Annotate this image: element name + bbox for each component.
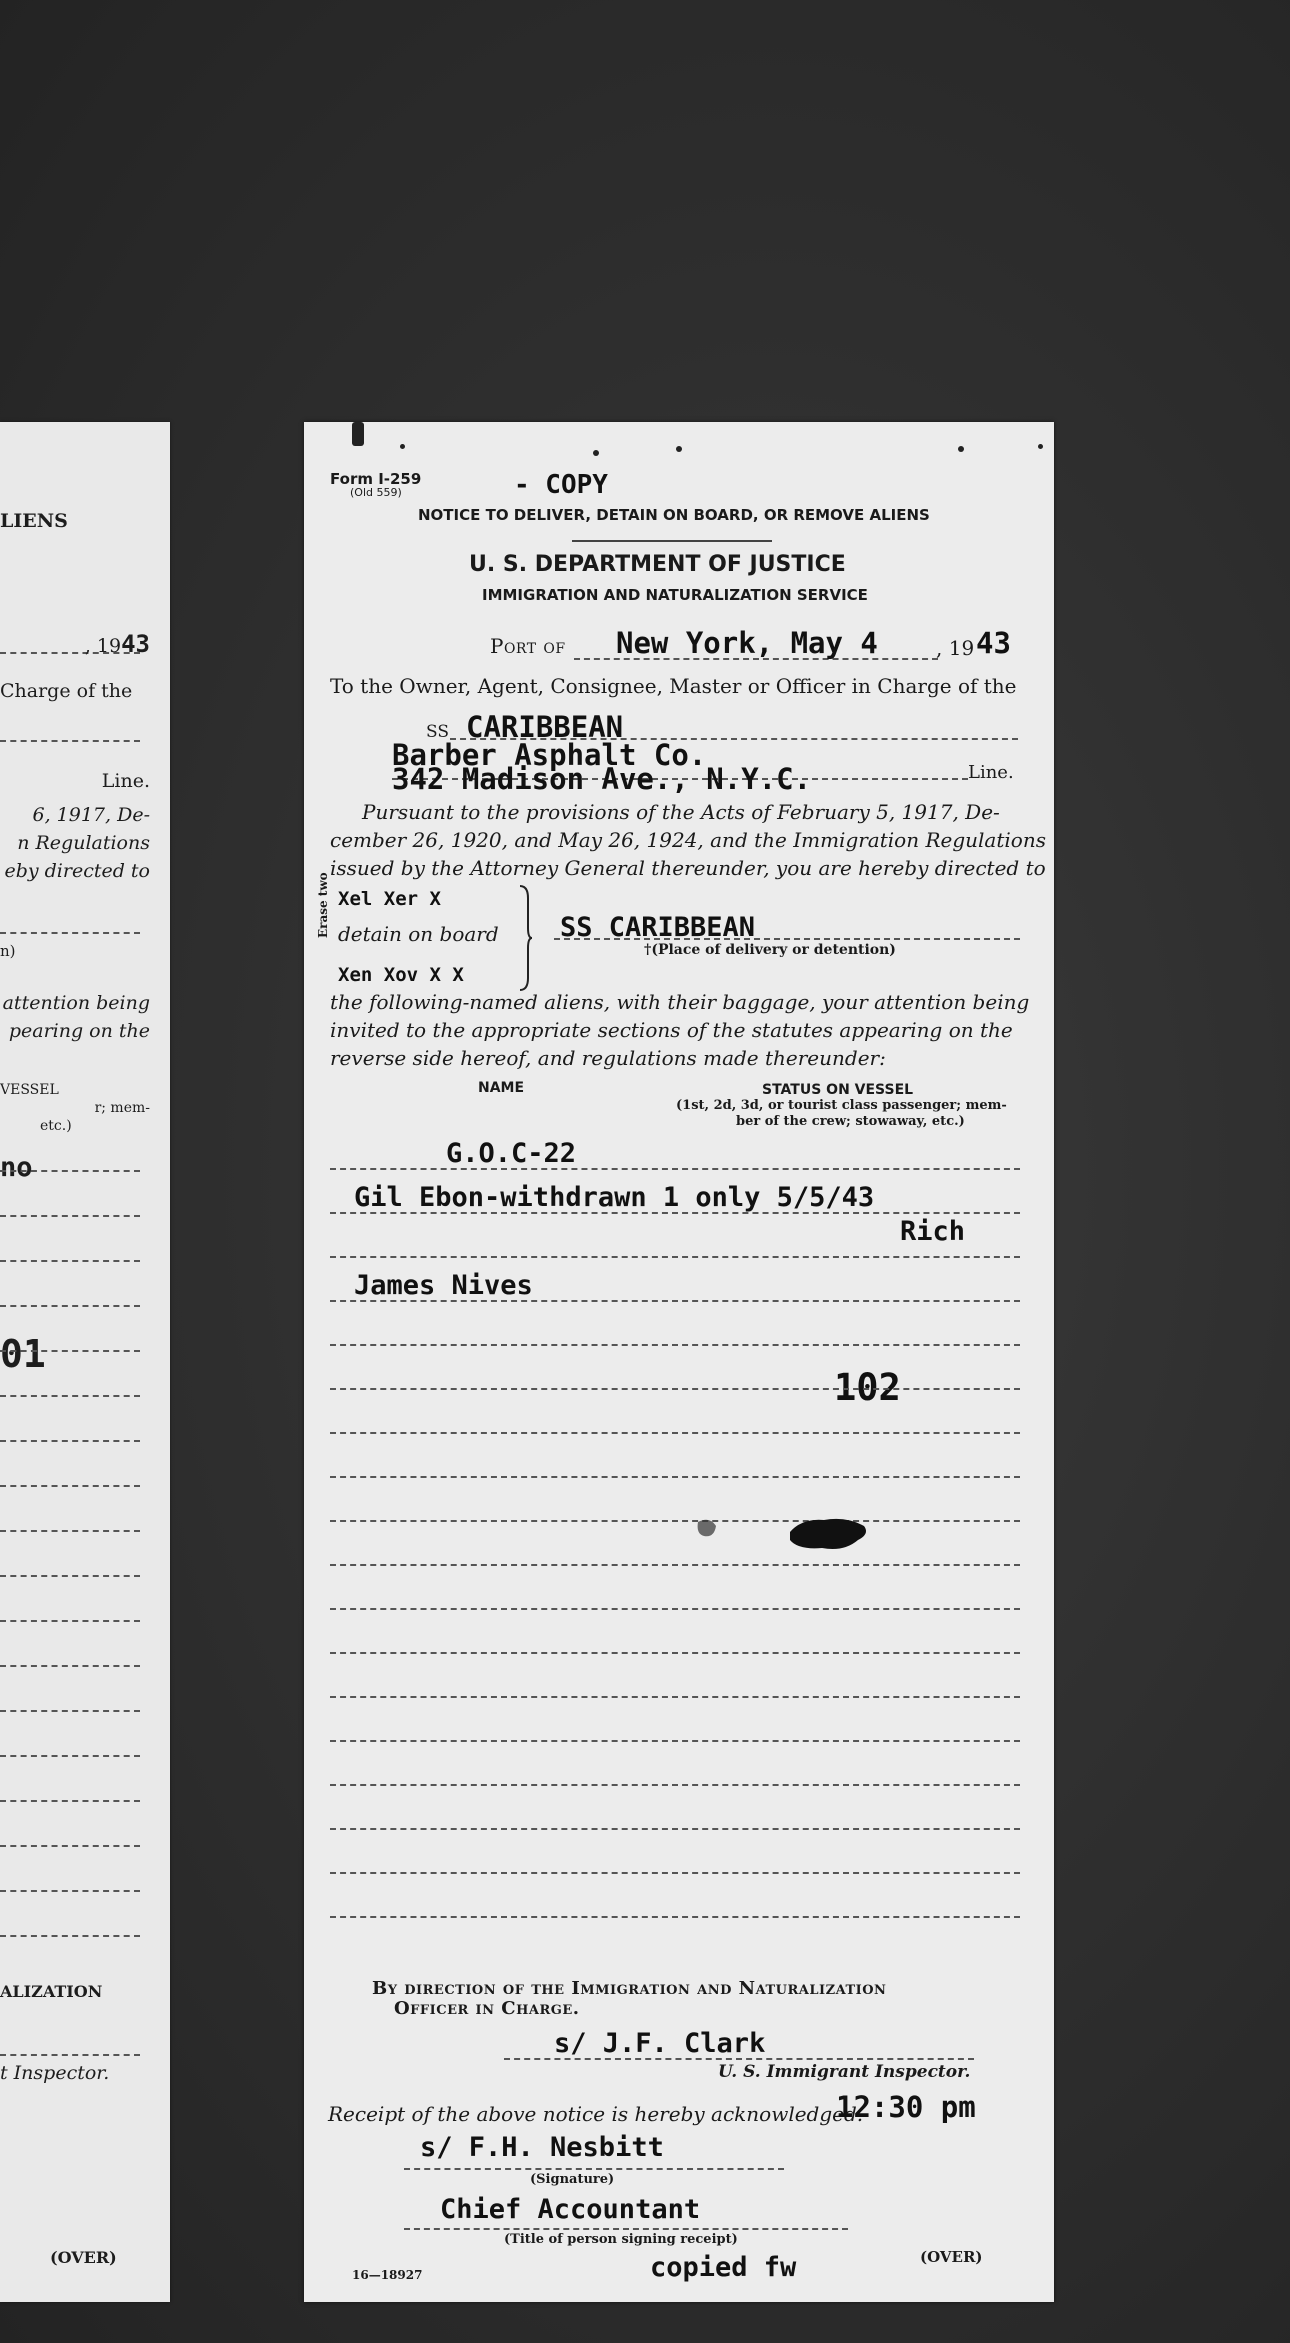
speck [1038,444,1043,449]
year-value: 43 [976,626,1011,660]
entry-line [330,1652,1020,1654]
fragment-date: , 1943 [84,630,150,658]
struck-deliver-option: Xel Xer X [338,888,441,910]
line-label: Line. [968,762,1014,783]
fragment-text: 6, 1917, De- [32,804,150,826]
delivery-place-value: SS CARIBBEAN [560,912,756,943]
fragment-line: Line. [101,770,150,792]
signer-title: Chief Accountant [440,2194,701,2225]
inspector-signature: s/ J.F. Clark [554,2028,766,2059]
print-code: 16—18927 [352,2268,423,2282]
fragment-rule [0,932,140,934]
name-column-header: NAME [478,1080,525,1096]
entry-line [330,1564,1020,1566]
fragment-rule [0,1890,140,1892]
entry-line [330,1344,1020,1346]
fragment-rule [0,1170,140,1172]
status-column-subheader: ber of the crew; stowaway, etc.) [736,1114,965,1129]
signer-title-line [404,2228,848,2230]
entry-line [330,1168,1020,1170]
receipt-time: 12:30 pm [836,2090,976,2124]
fragment-rule [0,1350,140,1352]
entry-line [330,1476,1020,1478]
fragment-typed: 01 [0,1332,46,1376]
port-date-value: New York, May 4 [616,626,878,660]
entry-line [330,1696,1020,1698]
fragment-text: n Regulations [17,832,150,854]
receipt-text: Receipt of the above notice is hereby acknowledged. [328,2102,864,2126]
entry-line [330,1916,1020,1918]
old-form-number: (Old 559) [350,486,402,499]
erase-two-note: Erase two [316,872,330,938]
entry-line [330,1784,1020,1786]
fragment-text: attention being [2,992,150,1014]
fragment-typed: no [0,1152,33,1183]
fragment-text: eby directed to [4,860,150,882]
fragment-over: (OVER) [50,2248,117,2267]
signer-signature: s/ F.H. Nesbitt [420,2132,664,2163]
header-rule [572,540,772,542]
entry-line [330,1300,1020,1302]
fragment-charge: Charge of the [0,680,133,702]
entry-line [330,1828,1020,1830]
entry-line [330,1608,1020,1610]
ink-blot [784,1512,870,1558]
following-text-1: the following-named aliens, with their baggage, your attention being [330,990,1030,1014]
copy-mark: - COPY [514,470,608,500]
fragment-rule [0,1845,140,1847]
fragment-rule [0,1530,140,1532]
entry-text: Rich [900,1216,966,1247]
company-address: 342 Madison Ave., N.Y.C. [392,762,812,796]
entry-line [330,1388,1020,1390]
fragment-rule [0,1710,140,1712]
pursuant-text-1: Pursuant to the provisions of the Acts of February 5, 1917, De- [362,800,1000,824]
entry-line [330,1872,1020,1874]
fragment-rule [0,1485,140,1487]
ss-label: SS [426,722,449,742]
entry-line [330,1256,1020,1258]
following-text-3: reverse side hereof, and regulations made thereunder: [330,1046,886,1070]
fragment-rule [0,1620,140,1622]
delivery-field-line [554,938,1020,940]
following-text-2: invited to the appropriate sections of the statutes appearing on the [330,1018,1013,1042]
pursuant-text-2: cember 26, 1920, and May 26, 1924, and the Immigration Regulations [330,828,1046,852]
service-heading: IMMIGRATION AND NATURALIZATION SERVICE [482,586,868,604]
department-heading: U. S. DEPARTMENT OF JUSTICE [469,552,846,577]
speck [676,446,682,452]
fragment-text: etc.) [40,1118,72,1134]
entry-text: 102 [834,1366,901,1409]
over-label: (OVER) [920,2248,983,2266]
delivery-caption: †(Place of delivery or detention) [644,942,896,958]
fragment-rule [0,1215,140,1217]
speck [593,450,599,456]
form-i259-sheet [304,422,1054,2302]
speck [400,444,405,449]
entry-text: G.O.C-22 [446,1138,577,1169]
fragment-rule [0,1305,140,1307]
adjacent-form-fragment [0,422,170,2302]
fragment-rule [0,1755,140,1757]
fragment-rule [0,1665,140,1667]
entry-line [330,1212,1020,1214]
addressee-line: To the Owner, Agent, Consignee, Master or Officer in Charge of the [330,674,1017,698]
pursuant-text-3: issued by the Attorney General thereunder, you are hereby directed to [330,856,1046,880]
fragment-text: VESSEL [0,1082,59,1098]
struck-remove-option: Xen Xov X X [338,964,464,986]
fragment-rule [0,1575,140,1577]
fragment-rule [0,1260,140,1262]
company-name: Barber Asphalt Co. [392,738,707,772]
direction-text-1: By direction of the Immigration and Naturalization [372,1978,887,1999]
entry-line [330,1740,1020,1742]
fragment-rule [0,1440,140,1442]
port-label: Port of [490,634,566,658]
inspector-title: U. S. Immigrant Inspector. [718,2062,971,2082]
fragment-rule [0,740,140,742]
entry-text: Gil Ebon-withdrawn 1 only 5/5/43 [354,1182,875,1213]
fragment-aliens: LIENS [0,510,68,532]
inspector-signature-line [504,2058,974,2060]
fragment-text: ALIZATION [0,1982,103,2001]
fragment-rule [0,1800,140,1802]
status-column-subheader: (1st, 2d, 3d, or tourist class passenger; mem- [676,1098,1007,1113]
year-prefix: , 19 [936,636,975,660]
fragment-text: t Inspector. [0,2062,110,2084]
fragment-text: r; mem- [94,1100,150,1116]
detain-on-board-option: detain on board [338,922,499,946]
ink-smudge [690,1514,730,1550]
entry-text: James Nives [354,1270,533,1301]
form-number: Form I-259 [330,470,422,488]
direction-text-2: Officer in Charge. [394,1998,580,2019]
entry-line [330,1520,1020,1522]
fragment-text: n) [0,942,16,960]
signature-caption: (Signature) [530,2172,615,2187]
copied-note: copied fw [650,2252,797,2283]
entry-line [330,1432,1020,1434]
fragment-rule [0,1935,140,1937]
brace-icon [518,884,532,992]
speck [958,446,964,452]
fragment-rule [0,1395,140,1397]
fragment-rule [0,2054,140,2056]
staple-mark [352,422,364,446]
title-caption: (Title of person signing receipt) [504,2232,738,2247]
signer-signature-line [404,2168,784,2170]
status-column-header: STATUS ON VESSEL [762,1082,914,1098]
fragment-text: pearing on the [8,1020,150,1042]
notice-title: NOTICE TO DELIVER, DETAIN ON BOARD, OR REMOVE ALIENS [418,506,930,524]
ship-name: CARIBBEAN [466,710,624,744]
